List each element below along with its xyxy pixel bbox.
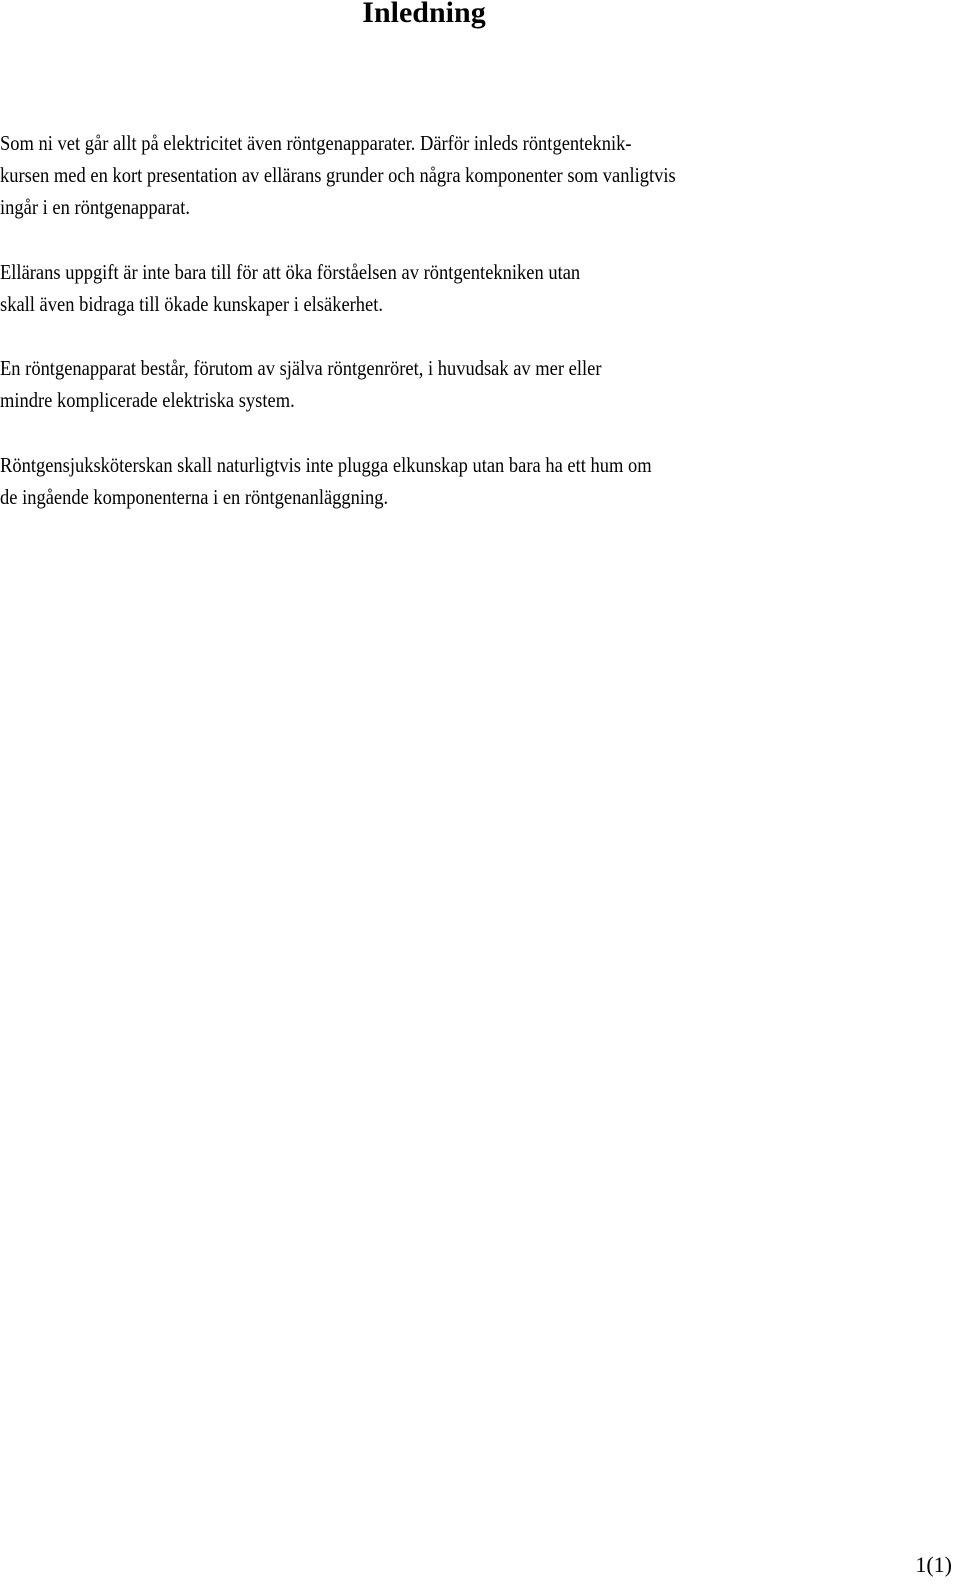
- paragraph-line: de ingående komponenterna i en röntgenanläggning.: [0, 485, 389, 509]
- page-number: 1(1): [915, 1552, 952, 1577]
- paragraph-line: ingår i en röntgenapparat.: [0, 195, 190, 219]
- paragraph-purpose: [0, 256, 860, 320]
- paragraph-line: Ellärans uppgift är inte bara till för att öka förståelsen av röntgentekniken utan: [0, 260, 581, 284]
- paragraph-nurse: [0, 449, 860, 513]
- paragraph-line: Som ni vet går allt på elektricitet även röntgenapparater. Därför inleds röntgenteknik-: [0, 131, 632, 155]
- paragraph-line: skall även bidraga till ökade kunskaper i elsäkerhet.: [0, 292, 384, 316]
- paragraph-line: Röntgensjuksköterskan skall naturligtvis inte plugga elkunskap utan bara ha ett hum om: [0, 453, 652, 477]
- paragraph-intro: [0, 127, 860, 223]
- page-title: Inledning: [362, 0, 486, 29]
- paragraph-line: mindre komplicerade elektriska system.: [0, 388, 295, 412]
- paragraph-components: [0, 352, 860, 416]
- paragraph-line: En röntgenapparat består, förutom av själva röntgenröret, i huvudsak av mer eller: [0, 356, 602, 380]
- paragraph-line: kursen med en kort presentation av ellärans grunder och några komponenter som vanligtvis: [0, 163, 676, 187]
